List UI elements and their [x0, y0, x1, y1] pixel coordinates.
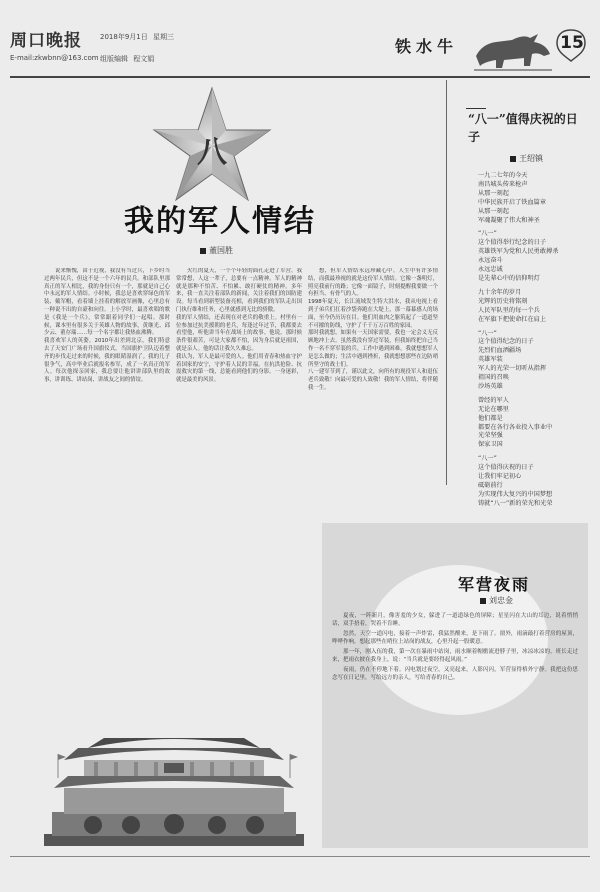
tiananmen-gate-icon [44, 716, 304, 846]
sidebar-divider [446, 80, 447, 485]
poem-byline [510, 153, 543, 164]
poem-line: 南昌城头传来枪声 [478, 180, 528, 188]
column-2-text: 火红的夏天，一个个年轻的面孔走进了军营。我常常想，人这一辈子，总要有一点精神。军人的精神就是那种不怕苦、不怕累、敢打硬仗的精神。多年来，我一直关注着部队的新闻，关注着我们的国防建设。每当看到新型装备亮相，看到我们的军队走出国门执行维和任务，心里就感到无比的骄傲。 我的军人情结，还表现在对老兵的敬重上。村里有一位参加过抗美援朝的老兵，每逢过年过节，我都要去看望他，听他讲当年在战场上的故事。他说，那时候条件很艰苦，可是大家都不怕，因为身后就是祖国，就是亲人。他的话让我久久难忘。 我认为，军人是最可爱的人。他们用青春和热血守护着国家的安宁，守护着人民的幸福。在抗洪抢险、抗震救灾的第一线，总能看到他们的身影。一身迷彩，就是最美的风景。 [176, 268, 302, 384]
article-author: 董国胜 [209, 246, 233, 255]
article-column-3 [308, 268, 438, 518]
feature-byline [480, 595, 513, 606]
feature-author: 刘忠金 [489, 596, 513, 605]
poem-line: 沙场英雄 [478, 382, 503, 390]
contact-email: E-mail:zkwbnn@163.com [10, 54, 99, 62]
poem-line: 保家卫国 [478, 441, 503, 449]
poem-stanza [478, 330, 593, 392]
poem-line: 无论在哪里 [478, 405, 509, 413]
feature-body [332, 612, 578, 684]
poem-line: 砥砺前行 [478, 482, 503, 489]
poem-line: “八一” [478, 230, 497, 238]
issue-date: 2018年9月1日 星期三 [100, 33, 174, 41]
army-star-icon [150, 84, 275, 209]
star-glyph: 八 [197, 135, 227, 170]
poem-author: 王绍镇 [519, 154, 543, 163]
feature-paragraph: 夜雨，仍在不停地下着。闪电划过夜空，又亮起来，人影闪闪，军营显得格外宁静。我把这份思念写在日记里，写给远方的亲人，写给青春的自己。 [332, 667, 578, 681]
poem-line: 祖国的召唤 [478, 374, 509, 382]
poem-stanza [478, 230, 593, 283]
poem-line: 英雄军装 [478, 356, 503, 364]
article-title: 我的军人情结 [124, 204, 316, 239]
feature-title: 军营夜雨 [458, 575, 531, 594]
column-1-text: 说来惭愧，由于近视，我没有当过兵，下乡时当过两年民兵，但这不是一个六年的民兵。和部队里那真正的军人相比，我的身份只有一个，那就是自己心中永远的军人情结。小时候，我总是喜欢穿绿色的军装、戴军帽，看着墙上挂着的解放军画像，心里总有一种说不出的自豪和向往。上小学时，最喜欢唱的歌是《我是一个兵》，常常跟着同学们一起唱。那时候，课本里有很多关于英雄人物的故事，黄继光、邱少云、董存瑞……每一个名字都让我热血沸腾。 我喜欢军人的英姿。2010年出差到北京，我们特意去了天安门广场看升国旗仪式。当国旗护卫队迈着整齐的步伐走过来的时候，我的眼睛湿润了。我的儿子很争气，高中毕业后就报名参军，成了一名真正的军人。每次他探亲回家，我总要让他讲讲部队里的故事，讲训练、讲站岗、讲战友之间的情谊。 [44, 268, 170, 384]
feature-paragraph: 那一年，刚入伍的我，第一次在暴雨中站岗，雨水顺着帽檐流进脖子里，冰凉冰凉的。班长走过来，把雨衣披在我身上，说：“当兵就是要经得起风雨。” [332, 649, 578, 663]
article-byline [200, 245, 233, 256]
poem-line: 从那一刻起 [478, 207, 509, 215]
poem-line: 他们都是 [478, 414, 503, 422]
feature-paragraph: 夏夜，一阵新月，像害羞的少女，躲进了一道道绿色的屏障；星星闪在大山的耳边，说着悄悄话，双手捂着，哭着不肯睡。 [332, 613, 578, 627]
poem-line: 英雄铁军为党和人民勇敢搏杀 [478, 248, 559, 256]
poem-stanza [478, 172, 593, 225]
poem-line: 永远奋斗 [478, 257, 503, 265]
poem-line: 光荣坚强 [478, 432, 503, 440]
column-3-text: 想，但军人情结永远珍藏心中。人生中有许多情结，而我最珍视的就是这份军人情结。它像一盏明灯，照亮我前行的路；它像一面镜子，时刻提醒我要做一个有担当、有骨气的人。 1998年夏天，长江流域发生特大洪水，我从电视上看到子弟兵们扛着沙袋奔跑在大堤上，那一幕幕感人的场面，至今仍历历在目。他们用血肉之躯筑起了一道道坚不可摧的防线，守护了千千万万百姓的家园。 那时我就想，如果有一天国家需要，我也一定会义无反顾地冲上去。虽然我没有穿过军装，但我始终把自己当作一名不穿军装的兵。工作中遇到困难，我就想想军人是怎么做的；生活中遇到挫折，我就想想那些在边防哨所坚守的战士们。 八一建军节到了，谨以此文，向所有的现役军人和退伍老兵致敬！向最可爱的人致敬！我的军人情结，将伴随我一生。 [308, 268, 438, 391]
footer-rule [10, 856, 590, 857]
poem-line: 光辉的历史将铭刻 [478, 297, 528, 305]
byline-marker-icon [510, 156, 516, 162]
poem-line: 是先辈心中的信仰明灯 [478, 274, 540, 282]
poem-stanza [478, 455, 593, 508]
poem-line: 军魂凝聚了伟大和神圣 [478, 216, 540, 224]
poem-stanza [478, 289, 593, 325]
poem-line: 这个值得举行纪念的日子 [478, 239, 547, 247]
poem-line: 人民军队里的每一个兵 [478, 306, 540, 314]
paper-name: 周口晚报 [10, 31, 82, 51]
poem-line: 永远忠诚 [478, 266, 503, 274]
poem-line: 让我们牢记初心 [478, 473, 522, 481]
poem-line: 为实现伟大复兴的中国梦想 [478, 490, 553, 498]
byline-marker-icon [480, 598, 486, 604]
poem-line: “八一” [478, 455, 497, 463]
poem-line: 九十余年的岁月 [478, 288, 522, 296]
page-number: 15 [560, 33, 584, 53]
poem-line: 曾经的军人 [478, 396, 509, 404]
poem-title: “八一”值得庆祝的日子 [468, 112, 578, 144]
poem-line: 军人的光荣一切听从指挥 [478, 365, 547, 373]
masthead-rule [10, 76, 590, 78]
masthead [10, 26, 590, 74]
poem-line: “八一” [478, 329, 497, 337]
section-name: 铁水牛 [395, 37, 459, 56]
poem-line: 都要在各行各业投入事业中 [478, 423, 553, 431]
poem-body [478, 172, 593, 514]
bull-icon [472, 26, 554, 74]
layout-editor: 组版编辑 程文娟 [100, 55, 155, 63]
poem-line: 一九二七年的今天 [478, 172, 528, 179]
poem-line: 这个值得庆祝的日子 [478, 464, 534, 472]
poem-line: 这个值得纪念的日子 [478, 338, 534, 346]
poem-line: 先烈们血洒疆场 [478, 347, 522, 355]
article-column-2 [176, 268, 302, 636]
poem-title-rule [466, 108, 486, 109]
poem-stanza [478, 397, 593, 450]
poem-line: 中华民族开启了铁血篇章 [478, 198, 547, 206]
poem-line: 铸就“八一”新的荣光和光荣 [478, 499, 553, 507]
feature-paragraph: 忽然，天空一道闪电，接着一声炸雷，我猛然醒来，是下雨了。窗外，雨滴敲打着营房的屋顶，哗哗作响。想起那些在哨位上站岗的战友，心里升起一股暖意。 [332, 631, 578, 645]
poem-line: 在军旗下把使命扛在肩上 [478, 315, 547, 323]
byline-marker-icon [200, 248, 206, 254]
poem-line: 从那一刻起 [478, 189, 509, 197]
